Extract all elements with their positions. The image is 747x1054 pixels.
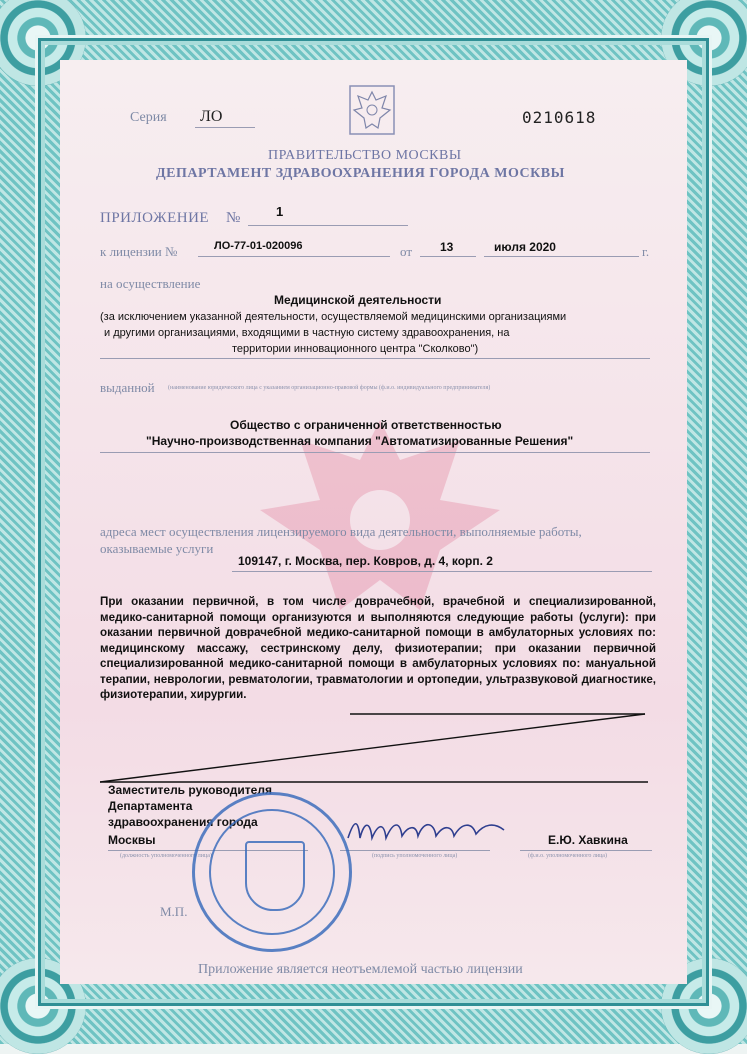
footer-note: Приложение является неотъемлемой частью лицензии (198, 962, 523, 977)
signer-title-4: Москвы (108, 833, 156, 847)
sign-underline (340, 850, 490, 851)
signer-name: Е.Ю. Хавкина (548, 833, 628, 847)
gov-line: ПРАВИТЕЛЬСТВО МОСКВЫ (268, 148, 462, 163)
name-underline (520, 850, 652, 851)
license-label: к лицензии № (100, 244, 178, 259)
z-line-mark (100, 706, 660, 786)
appendix-number-sign: № (226, 210, 241, 226)
activity-note-1: (за исключением указанной деятельности, осуществляемой медицинскими организациями (100, 311, 567, 323)
coat-of-arms-icon (348, 84, 396, 136)
signer-title-2: Департамента (108, 799, 193, 813)
appendix-number: 1 (276, 204, 284, 219)
address-label-1: адреса мест осуществления лицензируемого вида деятельности, выполняемые работы, (100, 524, 582, 539)
activity-note-2: и другими организациями, входящими в частную систему здравоохранения, на (104, 327, 510, 339)
activity-underline (100, 358, 650, 359)
mp-label: М.П. (160, 904, 188, 919)
handwritten-signature (344, 810, 514, 850)
activity-label: на осуществление (100, 276, 201, 291)
series-label: Серия (130, 110, 167, 125)
org-underline (100, 452, 650, 453)
license-month-year: июля 2020 (494, 240, 556, 254)
license-underline (198, 256, 390, 257)
signer-title-3: здравоохранения города (108, 815, 258, 829)
issued-hint: (наименование юридического лица с указанием организационно-правовой формы (ф.и.о. индивидуального предпринимателя) (168, 385, 491, 391)
appendix-label: ПРИЛОЖЕНИЕ (100, 210, 210, 226)
series-underline (195, 127, 255, 128)
year-suffix: г. (642, 244, 650, 259)
from-label: от (400, 244, 413, 259)
day-underline (420, 256, 476, 257)
position-hint: (должность уполномоченного лица) (120, 853, 212, 859)
works-text: При оказании первичной, в том числе доврачебной, врачебной и специализированной, медико-санитарной помощи организуются и выполняются следующие работы (услуги): при оказании первичной доврачебной медико-санитарной помощи в амбулаторных условиях по: медицинскому массажу, сестринскому делу, физиотерапии; при оказании первичной специализированной медико-санитарной помощи в амбулаторных условиях по: мануальной терапии, неврологии, ревматологии, травматологии и ортопедии, ультразвуковой диагностике, физиотерапии, хирургии. (100, 595, 656, 701)
month-underline (484, 256, 639, 257)
org-line-2: "Научно-производственная компания "Автоматизированные Решения" (146, 434, 574, 448)
address-value: 109147, г. Москва, пер. Ковров, д. 4, корп. 2 (238, 554, 493, 568)
activity-title: Медицинской деятельности (274, 293, 442, 307)
form-number: 0210618 (522, 108, 597, 127)
activity-note-3: территории инновационного центра "Сколково") (232, 343, 479, 355)
signer-title-1: Заместитель руководителя (108, 783, 272, 797)
issued-label: выданной (100, 380, 155, 395)
org-line-1: Общество с ограниченной ответственностью (230, 418, 502, 432)
sign-hint: (подпись уполномоченного лица) (372, 853, 458, 859)
address-underline (232, 571, 652, 572)
dept-line: ДЕПАРТАМЕНТ ЗДРАВООХРАНЕНИЯ ГОРОДА МОСКВЫ (156, 166, 565, 181)
license-number: ЛО-77-01-020096 (214, 240, 303, 252)
name-hint: (ф.и.о. уполномоченного лица) (528, 853, 607, 859)
address-label-2: оказываемые услуги (100, 541, 214, 556)
appendix-underline (248, 225, 408, 226)
official-stamp-icon (192, 792, 352, 952)
license-day: 13 (440, 240, 454, 254)
series-value: ЛО (200, 108, 223, 125)
